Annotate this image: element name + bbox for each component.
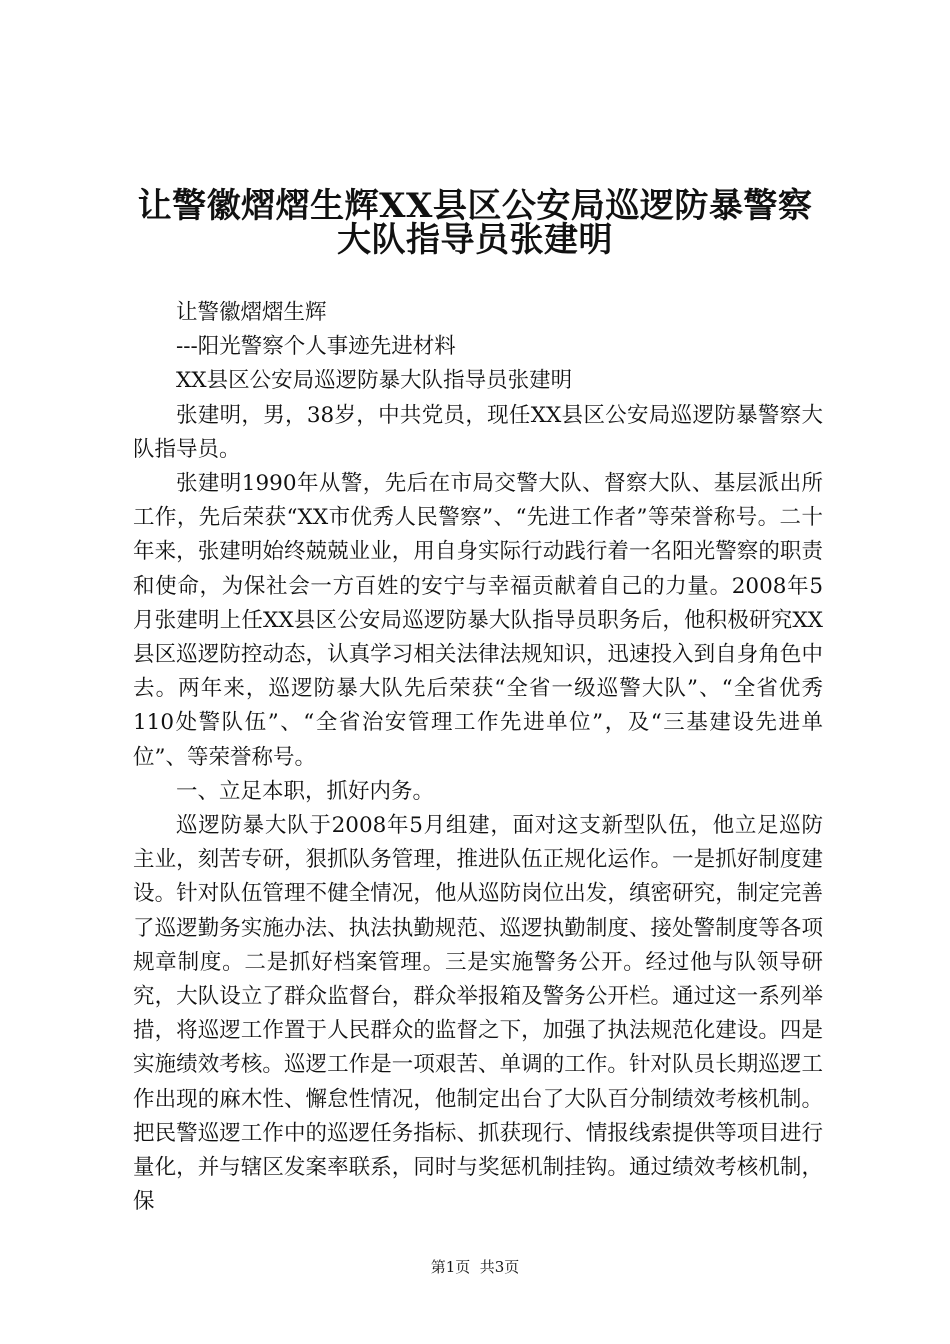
document-body: [133, 296, 823, 1219]
subtitle-paragraph: 让警徽熠熠生辉: [176, 300, 327, 325]
body-paragraph: 张建明，男，38岁，中共党员，现任XX县区公安局巡逻防暴警察大队指导员。: [133, 402, 823, 462]
document-title-line-2: 大队指导员张建明: [337, 220, 613, 260]
page-footer: 第1页 共3页: [430, 1258, 520, 1276]
subtitle-dash-paragraph: ---阳光警察个人事迹先进材料: [176, 334, 456, 360]
body-paragraph: 张建明1990年从警，先后在市局交警大队、督察大队、基层派出所工作，先后荣获“XX市优秀人民警察”、“先进工作者”等荣誉称号。二十年来，张建明始终兢兢业业，用自身实际行动践行着一名阳光警察的职责和使命，为保社会一方百姓的安宁与幸福贡献着自己的力量。2008年5月张建明上任XX县区公安局巡逻防暴大队指导员职务后，他积极研究XX县区巡逻防控动态，认真学习相关法律法规知识，迅速投入到自身角色中去。两年来，巡逻防暴大队先后荣获“全省一级巡警大队”、“全省优秀110处警队伍”、“全省治安管理工作先进单位”，及“三基建设先进单位”、等荣誉称号。: [133, 471, 823, 770]
document-title-line-1: 让警徽熠熠生辉XX县区公安局巡逻防暴警察: [137, 186, 813, 226]
section-heading: 一、立足本职，抓好内务。: [176, 778, 435, 804]
body-paragraph: 巡逻防暴大队于2008年5月组建，面对这支新型队伍，他立足巡防主业，刻苦专研，狠抓队务管理，推进队伍正规化运作。一是抓好制度建设。针对队伍管理不健全情况，他从巡防岗位出发，缜密研究，制定完善了巡逻勤务实施办法、执法执勤规范、巡逻执勤制度、接处警制度等各项规章制度。二是抓好档案管理。三是实施警务公开。经过他与队领导研究，大队设立了群众监督台，群众举报箱及警务公开栏。通过这一系列举措，将巡逻工作置于人民群众的监督之下，加强了执法规范化建设。四是实施绩效考核。巡逻工作是一项艰苦、单调的工作。针对队员长期巡逻工作出现的麻木性、懈怠性情况，他制定出台了大队百分制绩效考核机制。把民警巡逻工作中的巡逻任务指标、抓获现行、情报线索提供等项目进行量化，并与辖区发案率联系，同时与奖惩机制挂钩。通过绩效考核机制，保: [133, 813, 823, 1215]
author-paragraph: XX县区公安局巡逻防暴大队指导员张建明: [176, 368, 573, 394]
